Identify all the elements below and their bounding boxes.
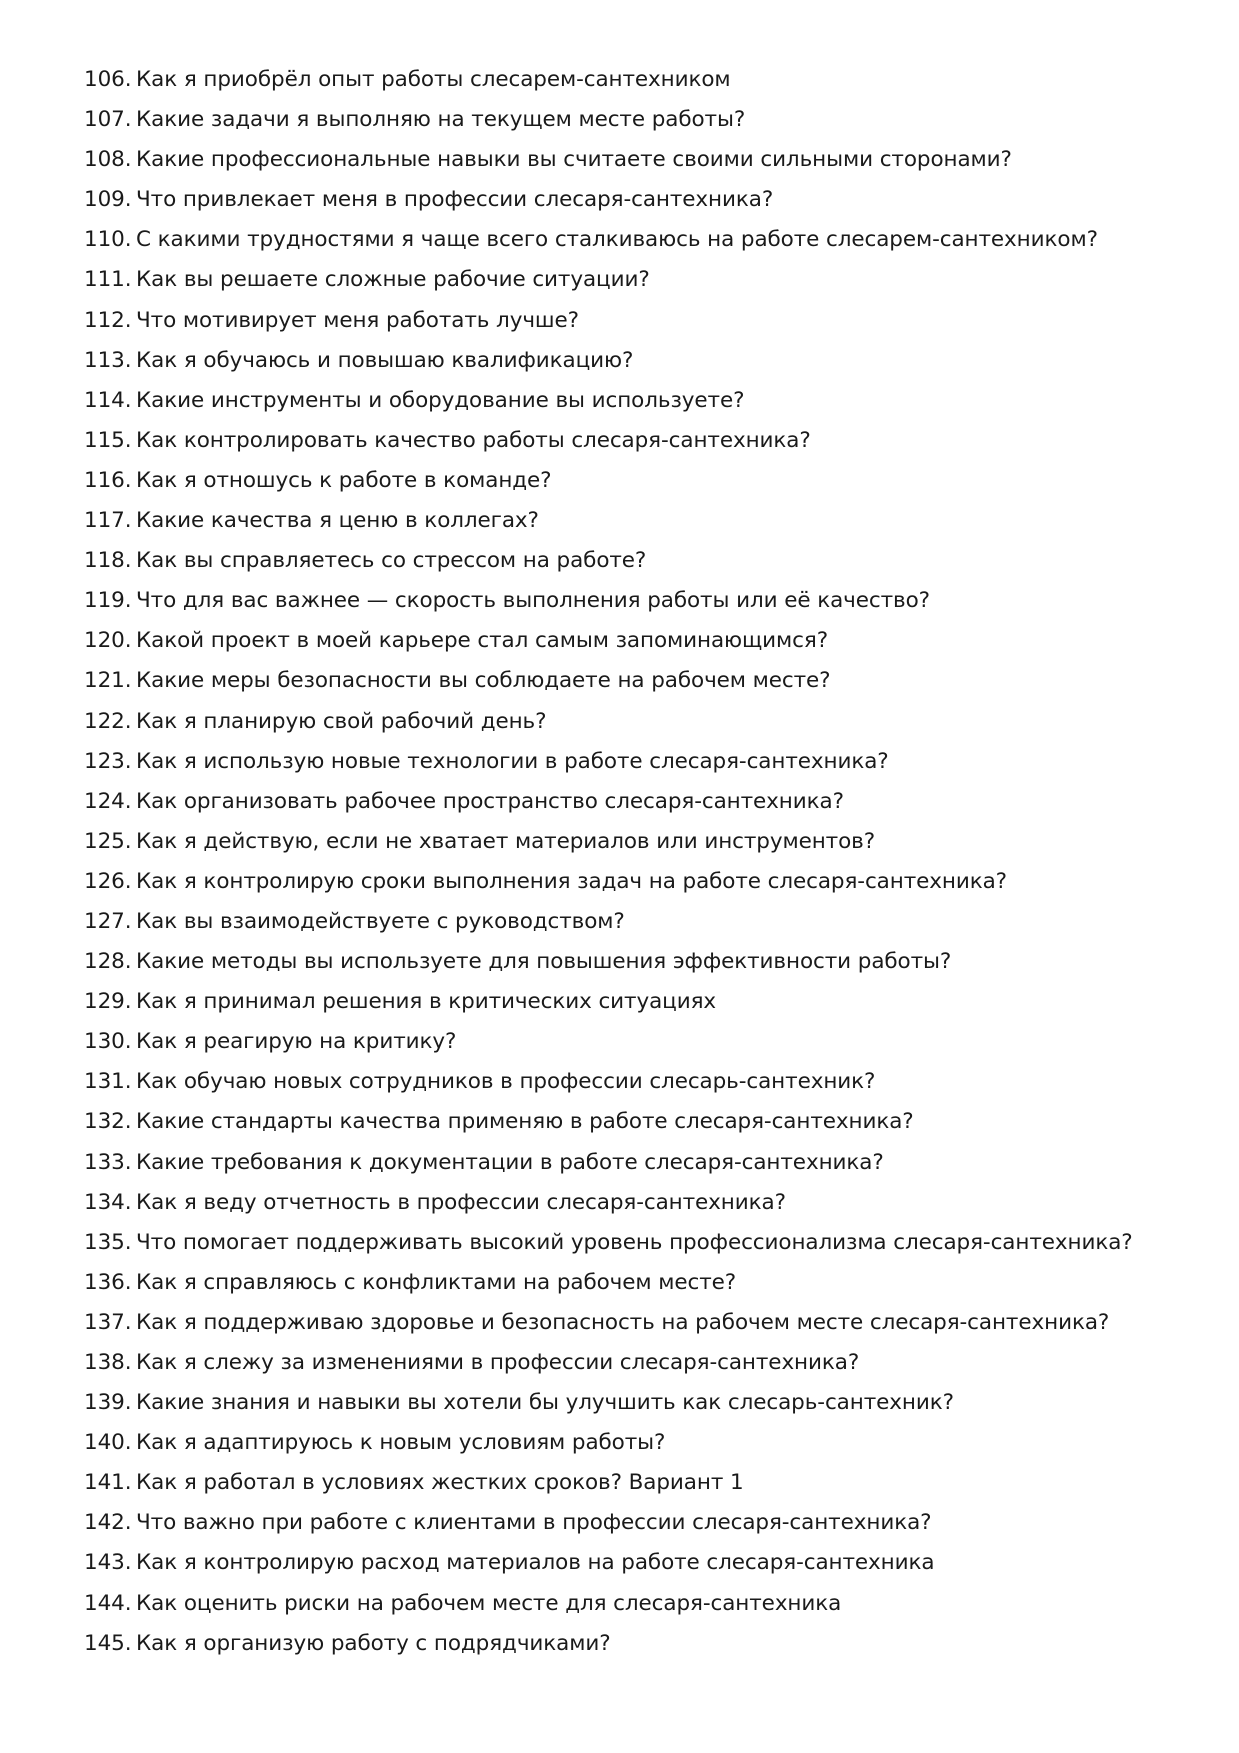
question-item [84, 1303, 1194, 1343]
question-number: 145. [84, 1630, 132, 1656]
question-number: 107. [84, 107, 132, 133]
question-item [84, 1022, 1194, 1062]
question-text: Что для вас важнее — скорость выполнения работы или её качество? [136, 588, 930, 614]
question-item [84, 661, 1194, 701]
question-number: 108. [84, 147, 132, 173]
question-number: 143. [84, 1550, 132, 1576]
question-number: 144. [84, 1590, 132, 1616]
question-item [84, 341, 1194, 381]
question-text: Как я действую, если не хватает материалов или инструментов? [136, 828, 876, 854]
question-text: Как контролировать качество работы слесаря-сантехника? [136, 427, 811, 453]
question-number: 114. [84, 387, 132, 413]
question-number: 118. [84, 548, 132, 574]
question-text: Что мотивирует меня работать лучше? [136, 307, 579, 333]
question-number: 128. [84, 949, 132, 975]
question-number: 139. [84, 1390, 132, 1416]
question-number: 131. [84, 1069, 132, 1095]
question-text: Как я обучаюсь и повышаю квалификацию? [136, 347, 634, 373]
question-number: 121. [84, 668, 132, 694]
question-item [84, 220, 1194, 260]
question-number: 116. [84, 467, 132, 493]
question-list [84, 60, 1194, 1664]
question-item [84, 822, 1194, 862]
question-item [84, 301, 1194, 341]
question-item [84, 1343, 1194, 1383]
question-number: 120. [84, 628, 132, 654]
question-text: Что важно при работе с клиентами в профессии слесаря-сантехника? [136, 1510, 932, 1536]
question-item [84, 260, 1194, 300]
question-number: 117. [84, 508, 132, 534]
question-item [84, 1062, 1194, 1102]
question-item [84, 1223, 1194, 1263]
question-item [84, 1183, 1194, 1223]
question-number: 106. [84, 67, 132, 92]
question-number: 138. [84, 1350, 132, 1375]
question-number: 132. [84, 1109, 132, 1135]
question-number: 112. [84, 307, 132, 333]
question-text: Как оценить риски на рабочем месте для слесаря-сантехника [136, 1590, 842, 1616]
question-text: Что привлекает меня в профессии слесаря-сантехника? [136, 187, 774, 213]
question-item [84, 1503, 1194, 1543]
question-text: Какие профессиональные навыки вы считаете своими сильными сторонами? [136, 147, 1012, 173]
question-item [84, 1102, 1194, 1142]
question-text: Как я работал в условиях жестких сроков? Вариант 1 [136, 1470, 744, 1496]
question-number: 127. [84, 908, 132, 934]
question-item [84, 621, 1194, 661]
question-text: Как я адаптируюсь к новым условиям работы? [136, 1430, 666, 1456]
question-text: Какие инструменты и оборудование вы используете? [136, 387, 745, 413]
question-item [84, 902, 1194, 942]
question-item [84, 862, 1194, 902]
question-item [84, 1543, 1194, 1583]
question-item [84, 1584, 1194, 1624]
question-item [84, 581, 1194, 621]
question-text: Как я организую работу с подрядчиками? [136, 1630, 611, 1656]
question-text: Какой проект в моей карьере стал самым запоминающимся? [136, 628, 829, 654]
question-item [84, 1423, 1194, 1463]
question-text: Какие задачи я выполняю на текущем месте работы? [136, 107, 746, 133]
question-number: 113. [84, 347, 132, 373]
question-text: Как я принимал решения в критических ситуациях [136, 989, 717, 1015]
question-text: Как я веду отчетность в профессии слесаря-сантехника? [136, 1189, 786, 1215]
question-item [84, 782, 1194, 822]
question-text: Как я справляюсь с конфликтами на рабочем месте? [136, 1269, 737, 1295]
question-item [84, 702, 1194, 742]
question-text: Какие стандарты качества применяю в работе слесаря-сантехника? [136, 1109, 914, 1135]
question-number: 123. [84, 748, 132, 774]
question-text: Как вы взаимодействуете с руководством? [136, 908, 625, 934]
question-text: Какие знания и навыки вы хотели бы улучшить как слесарь-сантехник? [136, 1390, 954, 1416]
question-item [84, 421, 1194, 461]
question-item [84, 140, 1194, 180]
question-number: 136. [84, 1269, 132, 1295]
question-text: Как я слежу за изменениями в профессии слесаря-сантехника? [136, 1350, 860, 1375]
question-text: Как я использую новые технологии в работе слесаря-сантехника? [136, 748, 889, 774]
question-text: Что помогает поддерживать высокий уровень профессионализма слесаря-сантехника? [136, 1229, 1133, 1255]
question-number: 109. [84, 187, 132, 213]
question-item [84, 461, 1194, 501]
question-item [84, 1143, 1194, 1183]
question-text: Как я планирую свой рабочий день? [136, 708, 547, 734]
question-number: 134. [84, 1189, 132, 1215]
question-text: Как организовать рабочее пространство слесаря-сантехника? [136, 788, 844, 814]
question-text: Как я контролирую расход материалов на работе слесаря-сантехника [136, 1550, 935, 1576]
question-text: Как вы справляетесь со стрессом на работе? [136, 548, 647, 574]
question-number: 141. [84, 1470, 132, 1496]
question-number: 137. [84, 1309, 132, 1335]
question-text: Как я поддерживаю здоровье и безопасность на рабочем месте слесаря-сантехника? [136, 1309, 1110, 1335]
question-number: 126. [84, 868, 132, 894]
question-number: 133. [84, 1149, 132, 1175]
question-number: 142. [84, 1510, 132, 1536]
question-item [84, 982, 1194, 1022]
question-item [84, 1263, 1194, 1303]
question-number: 110. [84, 227, 132, 253]
question-item [84, 180, 1194, 220]
question-number: 124. [84, 788, 132, 814]
question-item [84, 381, 1194, 421]
question-number: 111. [84, 267, 132, 293]
question-text: Какие методы вы используете для повышения эффективности работы? [136, 949, 952, 975]
question-number: 115. [84, 427, 132, 453]
question-text: Как обучаю новых сотрудников в профессии слесарь-сантехник? [136, 1069, 876, 1095]
question-item [84, 942, 1194, 982]
question-text: Как я реагирую на критику? [136, 1029, 457, 1055]
question-number: 125. [84, 828, 132, 854]
question-item [84, 60, 1194, 100]
question-text: Как я отношусь к работе в команде? [136, 467, 552, 493]
question-item [84, 1383, 1194, 1423]
question-text: Какие требования к документации в работе слесаря-сантехника? [136, 1149, 884, 1175]
question-number: 130. [84, 1029, 132, 1055]
question-text: Какие качества я ценю в коллегах? [136, 508, 539, 534]
question-text: Как я контролирую сроки выполнения задач на работе слесаря-сантехника? [136, 868, 1007, 894]
question-number: 122. [84, 708, 132, 734]
question-number: 119. [84, 588, 132, 614]
question-text: С какими трудностями я чаще всего сталкиваюсь на работе слесарем-сантехником? [136, 227, 1098, 253]
question-number: 135. [84, 1229, 132, 1255]
question-item [84, 541, 1194, 581]
question-text: Как вы решаете сложные рабочие ситуации? [136, 267, 650, 293]
question-item [84, 1463, 1194, 1503]
question-item [84, 742, 1194, 782]
question-item [84, 501, 1194, 541]
question-number: 140. [84, 1430, 132, 1456]
question-number: 129. [84, 989, 132, 1015]
question-text: Как я приобрёл опыт работы слесарем-сантехником [136, 67, 731, 92]
question-item [84, 1624, 1194, 1664]
question-item [84, 100, 1194, 140]
question-text: Какие меры безопасности вы соблюдаете на рабочем месте? [136, 668, 831, 694]
